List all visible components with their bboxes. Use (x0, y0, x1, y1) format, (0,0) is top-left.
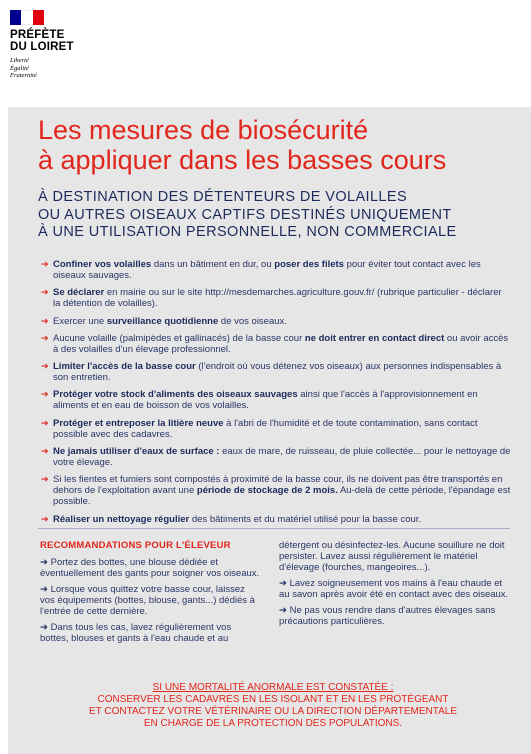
arrow-right-icon: ➔ (41, 513, 49, 524)
arrow-right-icon: ➔ (41, 446, 49, 457)
alert-line3: EN CHARGE DE LA PROTECTION DES POPULATIONS. (143, 718, 403, 729)
measure-bold: Limiter l'accès de la basse cour (53, 361, 196, 373)
arrow-right-icon: ➔ (41, 417, 49, 428)
motto-liberte: Liberté (10, 57, 29, 64)
flag-white-stripe (21, 10, 32, 25)
measures-list (41, 259, 511, 531)
measure-text: à l'abri de l'humidité et de toute contamination, sans contact possible avec des cadavres. (53, 417, 478, 440)
measure-text: pour éviter tout contact avec les oiseaux sauvages. (53, 259, 481, 281)
prefecture-name (10, 29, 74, 53)
page-subtitle (38, 189, 508, 242)
motto-fraternite: Fraternité (10, 72, 37, 79)
republic-motto (10, 57, 37, 80)
flag-red-stripe (33, 10, 44, 25)
prefecture-line1: PRÉFÈTE (10, 29, 65, 41)
prefecture-line2: DU LOIRET (10, 41, 74, 53)
list-item (41, 474, 511, 507)
measure-text: (l'endroit où vous détenez vos oiseaux) aux personnes indispensables à son entretien. (53, 361, 502, 384)
recommendations-title: RECOMMANDATIONS POUR L'ÉLEVEUR (40, 540, 231, 551)
list-item (41, 446, 511, 468)
arrow-right-icon: ➔ (41, 315, 49, 326)
measure-text: Aucune volaille (palmipèdes et gallinacés) de la basse cour (53, 332, 305, 344)
recommendation-text: Portez des bottes, une blouse dédiée et éventuellement des gants pour soigner vos oiseaux. (40, 557, 260, 579)
recommendation-continuation: détergent ou désinfectez-les. Aucune souillure ne doit persister. Lavez aussi régulièrement le matériel d'élevage (fourches, mangeoires...). (279, 540, 505, 573)
arrow-right-icon: ➔ (40, 584, 51, 595)
arrow-right-icon: ➔ (41, 474, 49, 485)
flag-blue-stripe (10, 10, 21, 25)
list-item (41, 333, 511, 355)
arrow-right-icon: ➔ (279, 578, 290, 589)
measure-bold: Protéger votre stock d'aliments des oiseaux sauvages (53, 389, 298, 401)
measure-text: eaux de mare, de ruisseau, de pluie collectée... pour le nettoyage de votre élevage. (53, 446, 511, 469)
measure-text: Au-delà de cette période, l'épandage est possible. (53, 485, 511, 508)
motto-egalite: Égalité (10, 64, 29, 72)
measure-bold: Protéger et entreposer la litière neuve (53, 417, 224, 429)
measure-text: des bâtiments et du matériel utilisé pour la basse cour. (189, 513, 422, 525)
subtitle-line1: À DESTINATION DES DÉTENTEURS DE VOLAILLES (38, 189, 408, 205)
alert-line2: ET CONTACTEZ VOTRE VÉTÉRINAIRE OU LA DIRECTION DÉPARTEMENTALE (88, 706, 458, 717)
alert-heading: SI UNE MORTALITÉ ANORMALE EST CONSTATÉE : (152, 682, 394, 693)
arrow-right-icon: ➔ (40, 557, 51, 568)
section-divider (38, 528, 510, 529)
page-title (38, 115, 518, 175)
measure-bold: surveillance quotidienne (106, 315, 219, 327)
french-flag-logo (10, 10, 44, 25)
measure-text: de vos oiseaux. (218, 315, 287, 327)
list-item (279, 578, 511, 600)
recommendation-text: Lavez soigneusement vos mains à l'eau chaude et au savon après avoir été en contact avec des oiseaux. (279, 578, 509, 600)
measure-bold: Confiner vos volailles (53, 259, 152, 270)
measure-bold: poser des filets (274, 259, 344, 270)
recommendation-text: Lorsque vous quittez votre basse cour, laissez vos équipements (bottes, blouse, gants...) dédiés à l'entrée de cette dernière. (40, 584, 255, 617)
arrow-right-icon: ➔ (41, 259, 49, 269)
measure-bold: Ne jamais utiliser d'eaux de surface : (53, 446, 220, 458)
arrow-right-icon: ➔ (41, 332, 49, 343)
list-item (41, 259, 511, 281)
subtitle-line3: À UNE UTILISATION PERSONNELLE, NON COMMERCIALE (38, 224, 457, 240)
alert-line1: CONSERVER LES CADAVRES EN LES ISOLANT ET EN LES PROTÉGEANT (97, 694, 449, 705)
list-item (40, 622, 262, 644)
arrow-right-icon: ➔ (41, 389, 49, 400)
arrow-right-icon: ➔ (279, 605, 290, 616)
measure-text: en mairie ou sur le site http://mesdemarches.agriculture.gouv.fr/ (rubrique particulier - déclarer la détention de volailles). (53, 287, 502, 310)
content-panel (8, 107, 531, 754)
arrow-right-icon: ➔ (41, 361, 49, 372)
recommendations-column-1 (40, 540, 262, 649)
mortality-alert (28, 682, 518, 730)
list-item (40, 557, 262, 579)
measure-text: dans un bâtiment en dur, ou (151, 259, 275, 270)
measure-bold: Réaliser un nettoyage régulier (53, 513, 190, 525)
title-line2: à appliquer dans les basses cours (38, 145, 447, 175)
list-item (41, 389, 511, 411)
measure-text: Si les fientes et fumiers sont compostés à proximité de la basse cour, ils ne doivent pas être transportés en dehors de l'exploitation avant une (53, 474, 503, 497)
recommendation-text: Ne pas vous rendre dans d'autres élevages sans précautions particulières. (279, 605, 496, 627)
list-item (41, 287, 511, 309)
header (0, 0, 531, 100)
list-item (40, 584, 262, 617)
measure-text: Exercer une (53, 315, 107, 327)
recommendation-text: Dans tous les cas, lavez régulièrement vos bottes, blouses et gants à l'eau chaude et au (40, 622, 232, 644)
arrow-right-icon: ➔ (40, 622, 51, 633)
measure-text: ou avoir accès à des volailles d'un élevage professionnel. (53, 332, 509, 355)
measure-text: ainsi que l'accès à l'approvisionnement en aliments et en eau de boisson de vos volailles. (53, 389, 478, 412)
list-item (41, 514, 511, 525)
list-item (41, 361, 511, 383)
arrow-right-icon: ➔ (41, 287, 49, 298)
list-item (41, 418, 511, 440)
list-item (279, 605, 511, 627)
measure-bold: ne doit entrer en contact direct (304, 332, 445, 344)
subtitle-line2: OU AUTRES OISEAUX CAPTIFS DESTINÉS UNIQUEMENT (38, 206, 452, 223)
measure-bold: période de stockage de 2 mois. (196, 485, 338, 497)
measure-bold: Se déclarer (53, 287, 105, 299)
title-line1: Les mesures de biosécurité (38, 115, 369, 145)
list-item (41, 316, 511, 327)
recommendations-column-2 (279, 540, 511, 632)
